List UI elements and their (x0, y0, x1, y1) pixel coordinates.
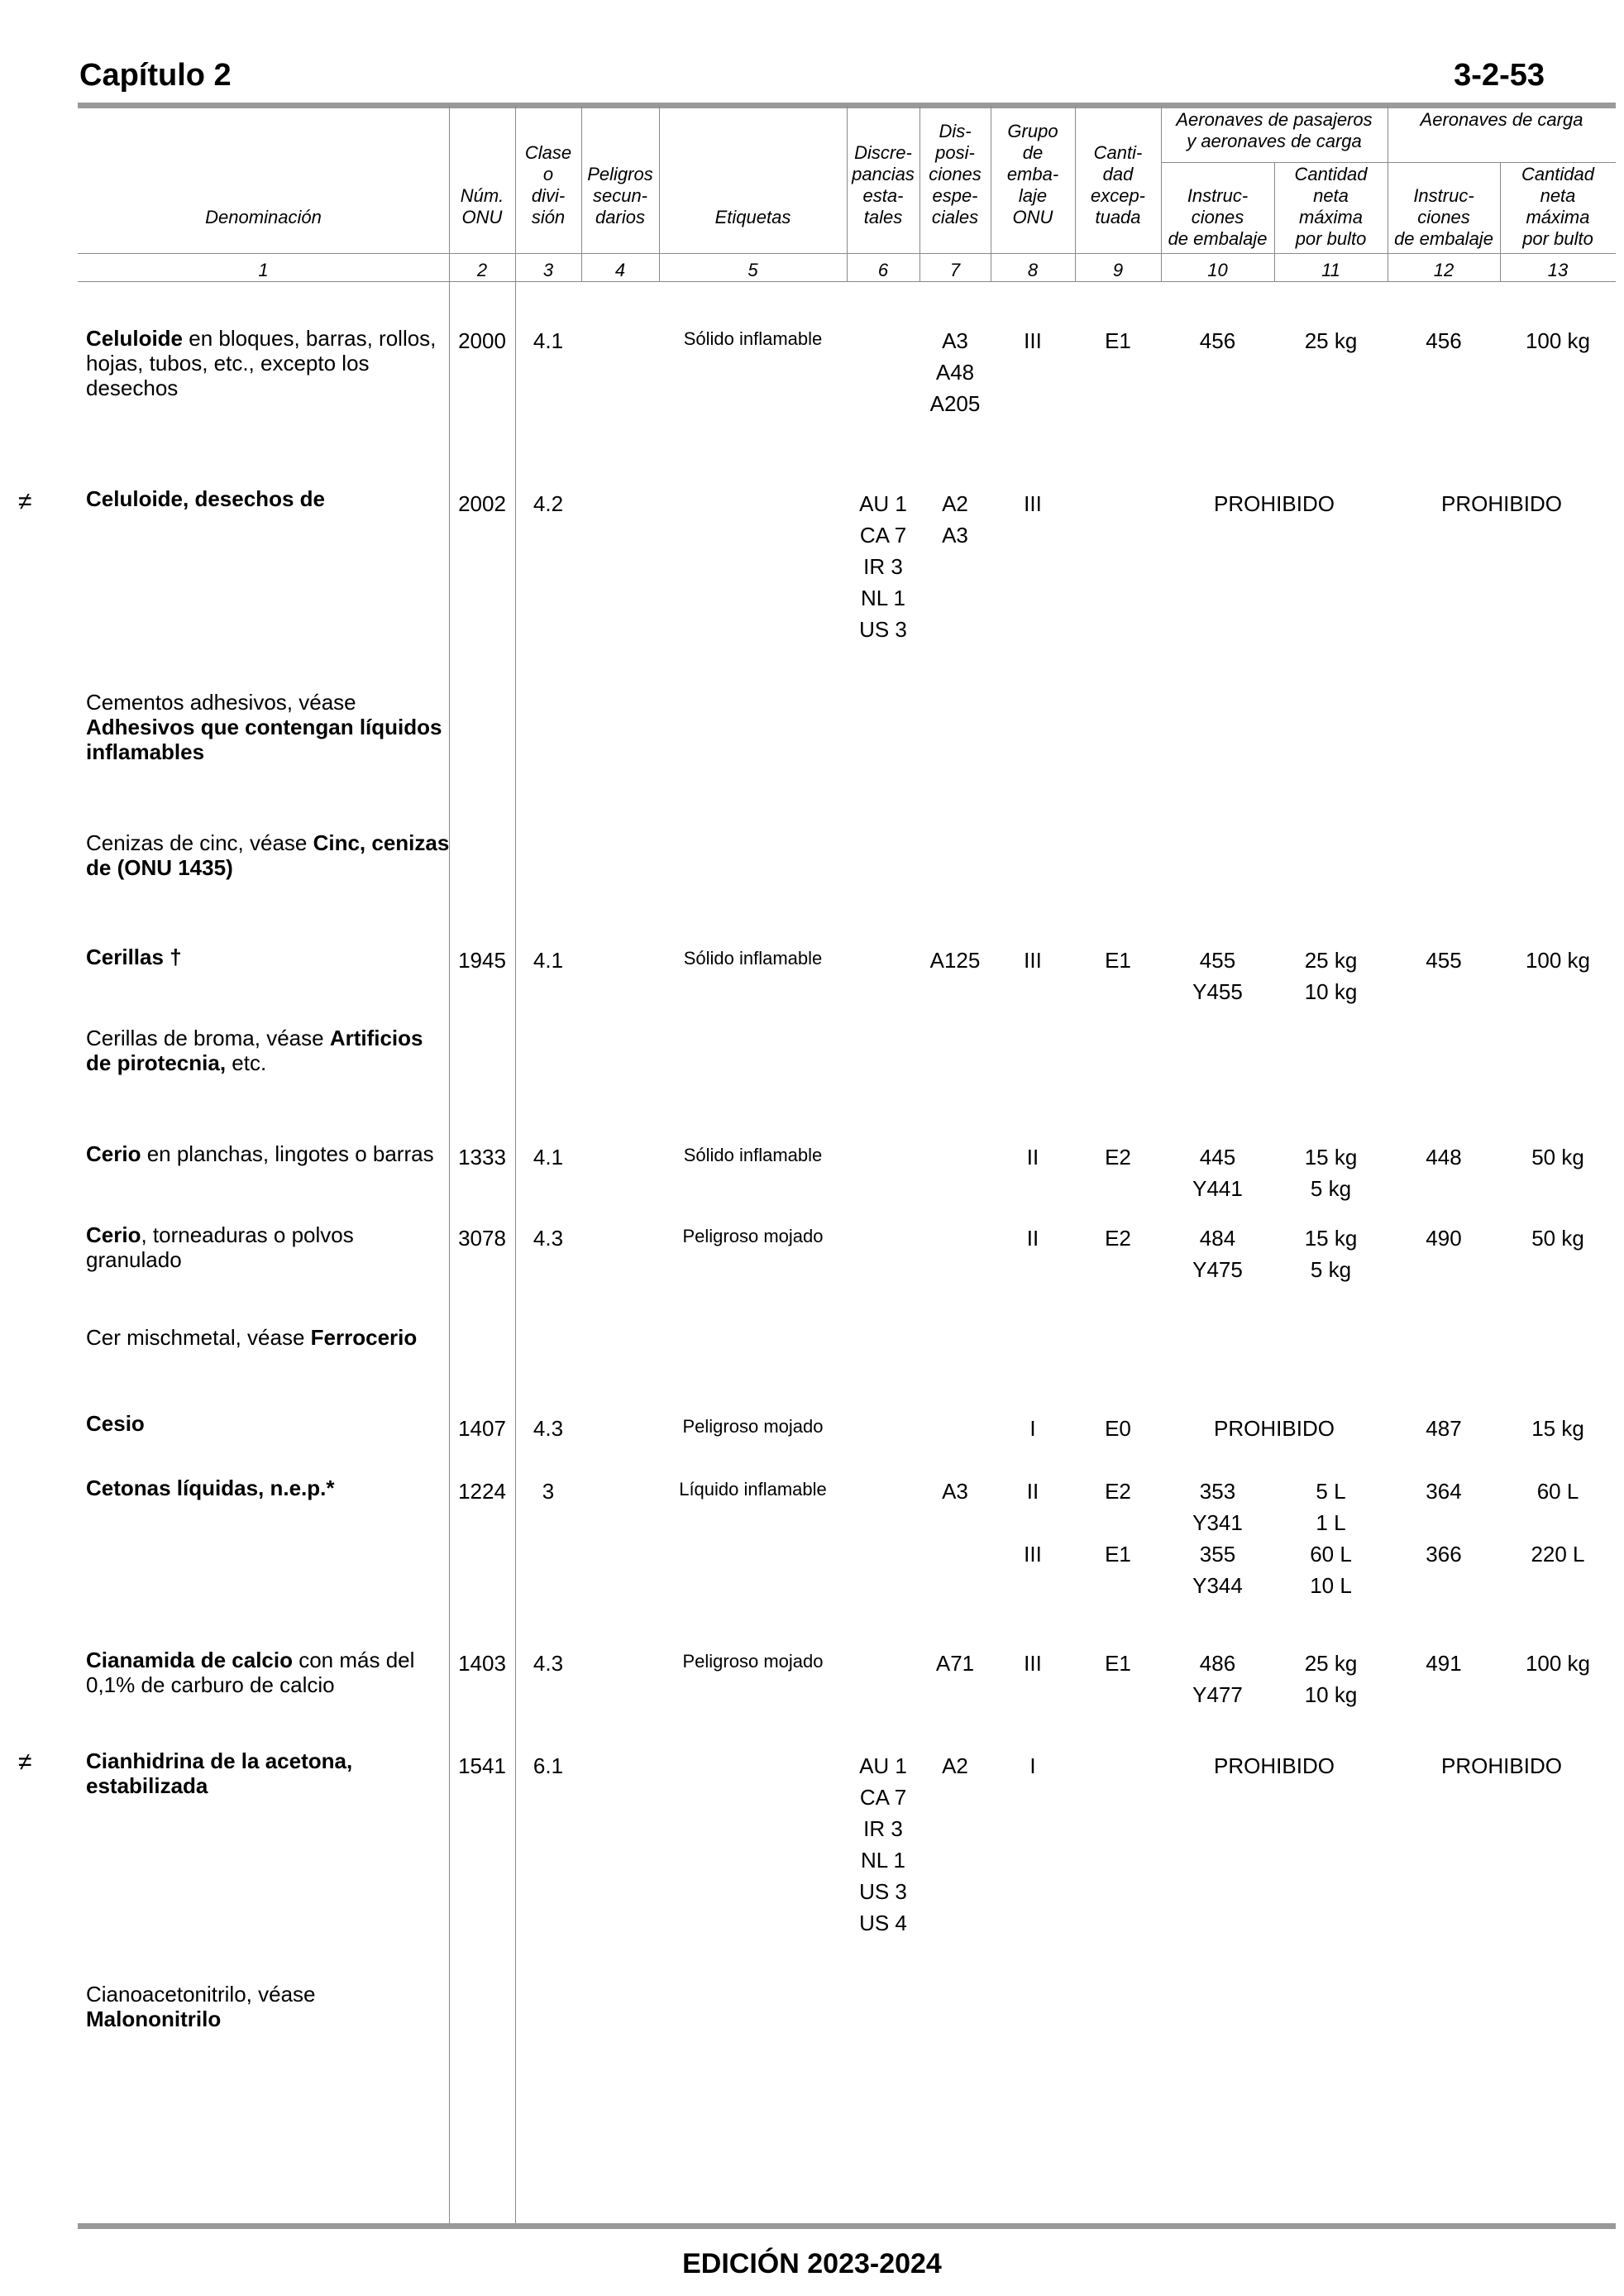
col-header-packing-group: Grupo de emba- laje ONU (1006, 121, 1059, 227)
special-provisions: A2 (942, 1753, 968, 1778)
cargo-packing-instruction: 491 (1426, 1651, 1462, 1676)
pax-max-quantity: 15 kg 5 kg (1304, 1226, 1358, 1282)
cargo-packing-instruction: 364 366 (1426, 1479, 1462, 1567)
special-provisions: A125 (929, 948, 981, 973)
page-number: 3-2-53 (1454, 58, 1545, 93)
pax-packing-instruction: 445 Y441 (1192, 1145, 1243, 1201)
packing-group: I (1029, 1416, 1036, 1441)
hazard-label: Sólido inflamable (683, 948, 823, 969)
col-number: 10 (1207, 260, 1228, 280)
col-header-variations: Discre- pancias esta- tales (852, 142, 915, 227)
pax-packing-instruction: 486 Y477 (1192, 1651, 1243, 1707)
excepted-quantity: E0 (1105, 1416, 1131, 1441)
col-number: 2 (476, 260, 488, 280)
packing-group: III (1024, 1651, 1042, 1676)
cargo-max-quantity: 60 L 220 L (1531, 1479, 1585, 1567)
entry-name: Cerillas † (86, 945, 182, 969)
col-number: 9 (1112, 260, 1124, 280)
col-header-excepted: Canti- dad excep- tuada (1090, 142, 1146, 227)
hazard-label: Líquido inflamable (679, 1479, 827, 1500)
chapter-title: Capítulo 2 (79, 58, 232, 93)
entry-name: Cetonas líquidas, n.e.p.* (86, 1476, 335, 1500)
packing-group: I (1029, 1753, 1036, 1778)
cross-reference: Cementos adhesivos, véase Adhesivos que contengan líquidos inflamables (86, 690, 442, 764)
un-number: 1224 (458, 1479, 506, 1504)
col-number: 11 (1321, 260, 1340, 280)
state-variations: AU 1 CA 7 IR 3 NL 1 US 3 US 4 (859, 1753, 907, 1935)
class-division: 6.1 (533, 1753, 564, 1778)
un-number: 1333 (458, 1145, 506, 1170)
special-provisions: A71 (935, 1651, 975, 1676)
col-number: 3 (542, 260, 554, 280)
pax-packing-instruction: 455 Y455 (1192, 948, 1243, 1004)
bottom-rule (78, 2223, 1616, 2229)
entry-name: Celuloide, desechos de (86, 486, 325, 511)
cargo-max-quantity: 50 kg (1531, 1226, 1584, 1251)
pax-max-quantity: 25 kg (1304, 328, 1358, 353)
pax-packing-instruction: 456 (1199, 328, 1236, 353)
cargo-packing-instruction: 487 (1426, 1416, 1462, 1441)
class-division: 4.3 (533, 1226, 564, 1251)
col-header-subsidiary: Peligros secun- darios (587, 164, 653, 227)
class-division: 4.1 (533, 1145, 564, 1170)
col-number: 4 (614, 260, 626, 280)
pax-packing-instruction: 353 Y341 355 Y344 (1192, 1479, 1243, 1598)
excepted-quantity: E2 (1105, 1145, 1131, 1170)
packing-group: II (1026, 1145, 1039, 1170)
col-header-cargo-quantity: Cantidad neta máxima por bulto (1521, 164, 1595, 249)
special-provisions: A3 (942, 1479, 968, 1504)
col-number: 7 (949, 260, 961, 280)
hazard-label: Peligroso mojado (682, 1651, 824, 1672)
pax-max-quantity: 25 kg 10 kg (1304, 1651, 1358, 1707)
col-header-passenger-group: Aeronaves de pasajeros y aeronaves de carga (1176, 109, 1373, 151)
excepted-quantity: E2 (1105, 1226, 1131, 1251)
col-number: 13 (1547, 260, 1569, 280)
un-number: 1403 (458, 1651, 506, 1676)
edition-footer: EDICIÓN 2023-2024 (682, 2248, 942, 2279)
un-number: 1407 (458, 1416, 506, 1441)
col-number: 6 (877, 260, 889, 280)
cargo-max-quantity: 100 kg (1525, 948, 1591, 973)
col-header-pax-instruction: Instruc- ciones de embalaje (1168, 185, 1268, 249)
col-header-cargo-group: Aeronaves de carga (1420, 109, 1583, 130)
col-divider (659, 106, 660, 281)
cargo-packing-instruction: 455 (1426, 948, 1462, 973)
col-number: 5 (748, 260, 758, 280)
cargo-packing-instruction: 448 (1426, 1145, 1462, 1170)
cross-reference: Cianoacetonitrilo, véase Malononitrilo (86, 1982, 316, 2031)
cargo-packing-instruction: 490 (1426, 1226, 1462, 1251)
col-header-cargo-instruction: Instruc- ciones de embalaje (1394, 185, 1493, 249)
col-number: 8 (1027, 260, 1039, 280)
cargo-max-quantity: 100 kg (1525, 328, 1591, 353)
cross-reference: Cer mischmetal, véase Ferrocerio (86, 1325, 418, 1350)
cargo-packing-instruction: 456 (1426, 328, 1462, 353)
number-row-divider (78, 281, 1616, 282)
excepted-quantity: E2 E1 (1105, 1479, 1131, 1567)
cross-reference: Cenizas de cinc, véase Cinc, cenizas de (ONU 1435) (86, 830, 450, 880)
pax-prohibited: PROHIBIDO (1214, 1416, 1335, 1441)
excepted-quantity: E1 (1105, 948, 1131, 973)
cargo-prohibited: PROHIBIDO (1441, 491, 1562, 516)
cargo-max-quantity: 15 kg (1531, 1416, 1584, 1441)
cargo-prohibited: PROHIBIDO (1441, 1753, 1562, 1778)
un-number: 1945 (458, 948, 506, 973)
entry-name: Celuloide en bloques, barras, rollos, hojas, tubos, etc., excepto los desechos (86, 326, 437, 400)
packing-group: III (1024, 328, 1042, 353)
pax-max-quantity: 25 kg 10 kg (1304, 948, 1358, 1004)
un-number: 1541 (458, 1753, 506, 1778)
col-header-name: Denominación (205, 207, 322, 227)
entry-name: Cesio (86, 1411, 145, 1436)
pax-prohibited: PROHIBIDO (1214, 1753, 1335, 1778)
cargo-max-quantity: 50 kg (1531, 1145, 1584, 1170)
change-mark: ≠ (18, 1748, 32, 1776)
entry-name: Cerio en planchas, lingotes o barras (86, 1141, 434, 1166)
cross-reference: Cerillas de broma, véase Artificios de pirotecnia, etc. (86, 1026, 423, 1075)
entry-name: Cerio, torneaduras o polvos granulado (86, 1222, 354, 1272)
special-provisions: A2 A3 (942, 491, 968, 548)
hazard-label: Sólido inflamable (683, 1145, 823, 1165)
hazard-label: Peligroso mojado (682, 1416, 824, 1437)
packing-group: III (1024, 948, 1042, 973)
class-division: 4.2 (533, 491, 564, 516)
special-provisions: A3 A48 A205 (929, 328, 981, 416)
pax-max-quantity: 5 L 1 L 60 L 10 L (1310, 1479, 1352, 1598)
state-variations: AU 1 CA 7 IR 3 NL 1 US 3 (859, 491, 907, 642)
class-division: 3 (542, 1479, 555, 1504)
class-division: 4.3 (533, 1651, 564, 1676)
un-number: 2000 (458, 328, 506, 353)
packing-group: II III (1024, 1479, 1042, 1567)
col-header-pax-quantity: Cantidad neta máxima por bulto (1294, 164, 1368, 249)
excepted-quantity: E1 (1105, 328, 1131, 353)
class-division: 4.3 (533, 1416, 564, 1441)
group-divider (1161, 162, 1616, 163)
col-header-un: Núm. ONU (460, 185, 504, 227)
un-number: 2002 (458, 491, 506, 516)
un-number: 3078 (458, 1226, 506, 1251)
change-mark: ≠ (18, 488, 32, 515)
excepted-quantity: E1 (1105, 1651, 1131, 1676)
pax-prohibited: PROHIBIDO (1214, 491, 1335, 516)
hazard-label: Peligroso mojado (682, 1226, 824, 1246)
class-division: 4.1 (533, 948, 564, 973)
col-header-labels: Etiquetas (714, 207, 791, 227)
col-number: 12 (1433, 260, 1454, 280)
hazard-label: Sólido inflamable (683, 328, 823, 349)
entry-name: Cianamida de calcio con más del 0,1% de carburo de calcio (86, 1648, 415, 1697)
col-number: 1 (258, 260, 269, 280)
col-header-special: Dis- posi- ciones espe- ciales (929, 121, 982, 227)
packing-group: III (1024, 491, 1042, 516)
entry-name: Cianhidrina de la acetona, estabilizada (86, 1748, 353, 1798)
class-division: 4.1 (533, 328, 564, 353)
pax-max-quantity: 15 kg 5 kg (1304, 1145, 1358, 1201)
cargo-max-quantity: 100 kg (1525, 1651, 1591, 1676)
packing-group: II (1026, 1226, 1039, 1251)
col-header-class: Clase o divi- sión (524, 142, 572, 227)
pax-packing-instruction: 484 Y475 (1192, 1226, 1243, 1282)
